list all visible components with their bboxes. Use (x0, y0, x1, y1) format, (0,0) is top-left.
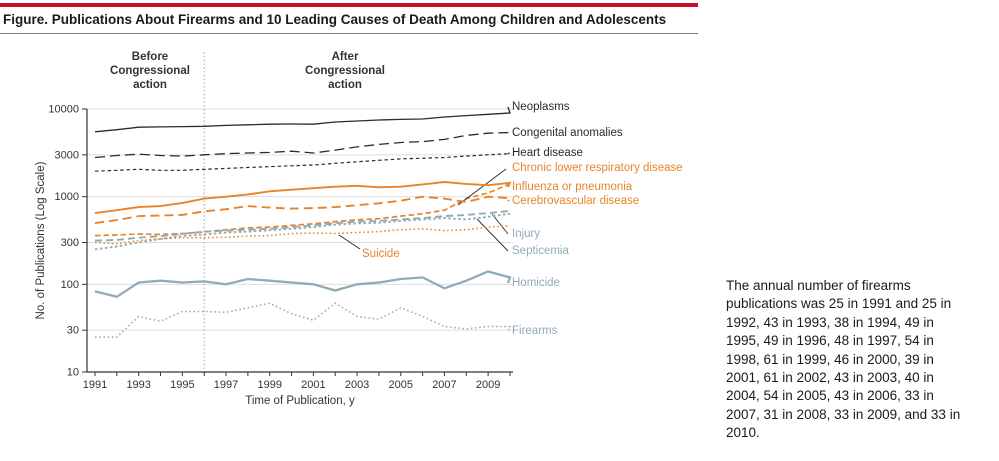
annotation-before: Before (131, 51, 169, 63)
y-tick-label: 10 (66, 366, 79, 379)
chart-svg (30, 38, 720, 423)
series-label-heart: Heart disease (512, 147, 583, 159)
figure-title: Figure. Publications About Firearms and 10 Leading Causes of Death Among Children and Adolescents (3, 12, 667, 27)
x-tick-label: 2009 (475, 379, 501, 391)
leader-line-chronic (458, 169, 506, 205)
annotation-before: action (133, 79, 167, 91)
header-gray-rule (0, 33, 698, 34)
figure-caption: The annual number of firearms publications was 25 in 1991 and 25 in 1992, 43 in 1993, 38 in 1994, 49 in 1995, 49 in 1996, 48 in 1997, 54 in 1998, 61 in 1999, 46 in 2000, 39 in 2001, 61 in 2002, 43 in 2003, 40 in 2004, 54 in 2005, 43 in 2006, 33 in 2007, 31 in 2008, 33 in 2009, and 33 in 2010. (726, 278, 961, 441)
leader-line-septicemia (477, 219, 508, 251)
series-label-injury: Injury (512, 228, 541, 240)
series-label-congenital: Congenital anomalies (512, 127, 623, 139)
header-red-rule (0, 3, 698, 7)
x-tick-label: 1991 (82, 379, 108, 391)
line-chart (30, 38, 720, 423)
x-tick-label: 1993 (126, 379, 151, 391)
x-tick-label: 2001 (301, 379, 326, 391)
series-label-homicide: Homicide (512, 277, 560, 289)
annotation-after: Congressional (305, 65, 385, 77)
series-line-chronic (95, 184, 510, 236)
annotation-after: After (331, 51, 359, 63)
series-line-neoplasms (95, 107, 510, 132)
series-label-chronic: Chronic lower respiratory disease (512, 162, 683, 174)
series-label-firearms: Firearms (512, 325, 558, 337)
series-line-congenital (95, 133, 510, 158)
annotation-after: action (328, 79, 362, 91)
annotation-before: Congressional (110, 65, 190, 77)
x-axis-title: Time of Publication, y (245, 395, 355, 407)
leader-line-suicide (339, 235, 360, 249)
x-tick-label: 1997 (213, 379, 239, 391)
y-axis-title: No. of Publications (Log Scale) (35, 161, 47, 320)
y-tick-label: 3000 (54, 149, 79, 162)
leader-line-injury (492, 214, 508, 234)
y-tick-label: 30 (66, 324, 79, 337)
series-line-cerebro (95, 197, 510, 223)
series-label-septicemia: Septicemia (512, 245, 569, 257)
x-tick-label: 1999 (257, 379, 282, 391)
y-tick-label: 10000 (48, 103, 79, 116)
x-tick-label: 2005 (388, 379, 414, 391)
series-label-influenza: Influenza or pneumonia (512, 181, 633, 193)
y-tick-label: 100 (60, 278, 79, 291)
series-line-firearms (95, 303, 510, 337)
y-tick-label: 1000 (54, 191, 79, 204)
series-line-influenza (95, 182, 510, 213)
x-tick-label: 2003 (344, 379, 370, 391)
series-label-cerebro: Cerebrovascular disease (512, 195, 640, 207)
y-tick-label: 300 (60, 237, 79, 250)
x-tick-label: 1995 (170, 379, 195, 391)
series-label-neoplasms: Neoplasms (512, 101, 570, 113)
series-line-septicemia (95, 214, 510, 250)
series-label-suicide: Suicide (362, 248, 400, 260)
x-tick-label: 2007 (432, 379, 457, 391)
